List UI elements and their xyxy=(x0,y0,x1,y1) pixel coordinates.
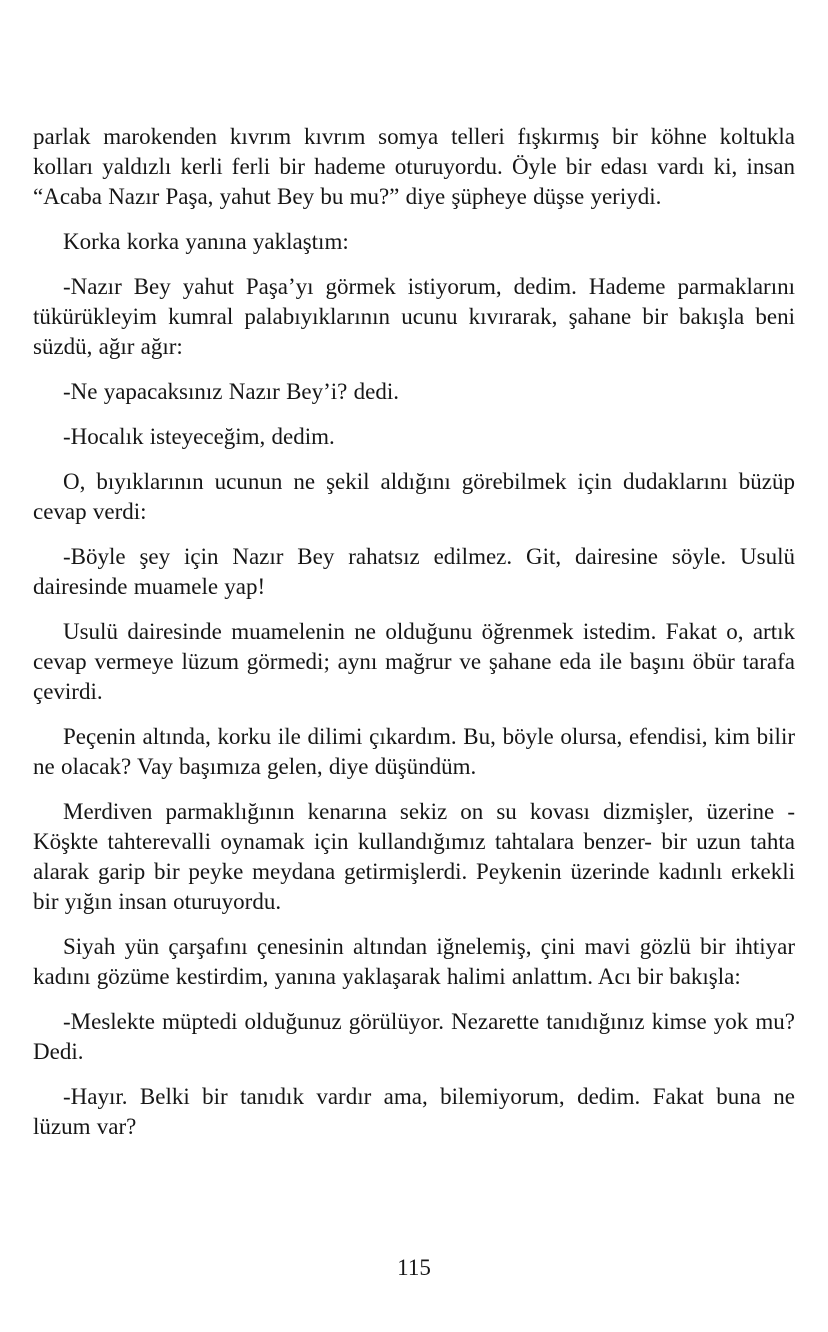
paragraph: -Ne yapacaksınız Nazır Bey’i? dedi. xyxy=(63,379,399,404)
page-number: 115 xyxy=(397,1255,431,1280)
paragraph: Korka korka yanına yaklaştım: xyxy=(63,229,349,254)
paragraph: -Hayır. Belki bir tanıdık vardır ama, bilemiyorum, dedim. Fakat buna ne lüzum var? xyxy=(33,1084,795,1139)
paragraph: -Hocalık isteyeceğim, dedim. xyxy=(63,424,335,449)
paragraph: parlak marokenden kıvrım kıvrım somya telleri fışkırmış bir köhne koltukla kolları yaldızlı kerli ferli bir hademe oturuyordu. Öyle bir edası vardı ki, insan “Acaba Nazır Paşa, yahut Bey bu mu?” diye şüpheye düşse yeriydi. xyxy=(33,124,795,209)
paragraph: -Nazır Bey yahut Paşa’yı görmek istiyorum, dedim. Hademe parmaklarını tükürükleyim kumral palabıyıklarının ucunu kıvırarak, şahane bir bakışla beni süzdü, ağır ağır: xyxy=(33,274,795,359)
paragraph: Peçenin altında, korku ile dilimi çıkardım. Bu, böyle olursa, efendisi, kim bilir ne olacak? Vay başımıza gelen, diye düşündüm. xyxy=(33,724,795,779)
paragraph: -Böyle şey için Nazır Bey rahatsız edilmez. Git, dairesine söyle. Usulü dairesinde muamele yap! xyxy=(33,544,795,599)
paragraph: -Meslekte müptedi olduğunuz görülüyor. Nezarette tanıdığınız kimse yok mu? Dedi. xyxy=(33,1009,795,1064)
paragraph: Usulü dairesinde muamelenin ne olduğunu öğrenmek istedim. Fakat o, artık cevap vermeye lüzum görmedi; aynı mağrur ve şahane eda ile başını öbür tarafa çevirdi. xyxy=(33,619,795,704)
paragraph: Siyah yün çarşafını çenesinin altından iğnelemiş, çini mavi gözlü bir ihtiyar kadını gözüme kestirdim, yanına yaklaşarak halimi anlattım. Acı bir bakışla: xyxy=(33,934,795,989)
paragraph: Merdiven parmaklığının kenarına sekiz on su kovası dizmişler, üzerine - Köşkte tahterevalli oynamak için kullandığımız tahtalara benzer- bir uzun tahta alarak garip bir peyke meydana getirmişlerdi. Peykenin üzerinde kadınlı erkekli bir yığın insan oturuyordu. xyxy=(33,799,795,914)
paragraph: O, bıyıklarının ucunun ne şekil aldığını görebilmek için dudaklarını büzüp cevap verdi: xyxy=(33,469,795,524)
